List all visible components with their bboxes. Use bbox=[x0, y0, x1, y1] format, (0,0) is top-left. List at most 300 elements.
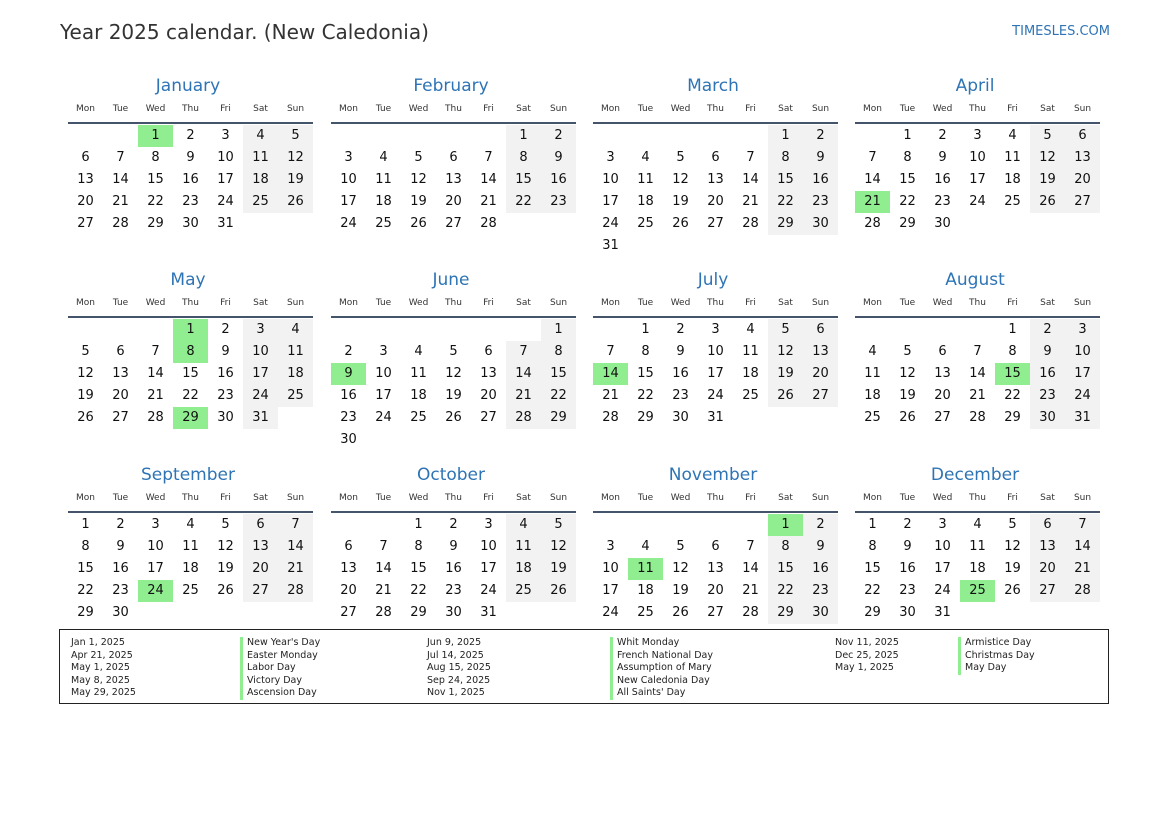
day-cell: 10 bbox=[375, 366, 392, 381]
holiday-day-cell: 14 bbox=[593, 363, 628, 385]
day-cell: 24 bbox=[707, 388, 724, 403]
empty-cell bbox=[506, 319, 541, 341]
weekday-label: Sat bbox=[253, 104, 268, 114]
weekday-header bbox=[68, 98, 313, 124]
holiday-date: May 1, 2025 bbox=[71, 662, 130, 674]
empty-cell bbox=[366, 514, 401, 536]
day-cell: 3 bbox=[379, 344, 388, 359]
weekday-label: Thu bbox=[445, 493, 462, 503]
empty-cell bbox=[541, 213, 576, 235]
holiday-day-cell: 25 bbox=[960, 580, 995, 602]
weekday-label: Sun bbox=[1073, 104, 1092, 114]
weekday-label: Wed bbox=[408, 493, 429, 503]
empty-cell bbox=[803, 235, 838, 257]
week-row bbox=[331, 558, 576, 580]
day-cell: 28 bbox=[602, 410, 619, 425]
day-cell: 18 bbox=[969, 561, 986, 576]
weekday-label: Fri bbox=[483, 298, 494, 308]
day-cell: 16 bbox=[803, 558, 838, 580]
day-cell: 12 bbox=[672, 172, 689, 187]
day-cell: 10 bbox=[340, 172, 357, 187]
day-cell: 25 bbox=[637, 216, 654, 231]
empty-cell bbox=[698, 235, 733, 257]
day-cell: 4 bbox=[379, 150, 388, 165]
day-cell: 18 bbox=[375, 194, 392, 209]
weekday-label: Mon bbox=[76, 104, 95, 114]
week-row bbox=[68, 407, 313, 429]
holiday-date: Nov 11, 2025 bbox=[835, 637, 899, 648]
day-cell: 8 bbox=[768, 536, 803, 558]
day-cell: 30 bbox=[182, 216, 199, 231]
day-cell: 27 bbox=[1030, 580, 1065, 602]
weekday-label: Wed bbox=[932, 298, 953, 308]
week-row bbox=[331, 602, 576, 624]
weekday-label: Sun bbox=[1073, 493, 1092, 503]
weekday-label: Fri bbox=[1007, 104, 1018, 114]
weekday-label: Tue bbox=[112, 298, 129, 308]
empty-cell bbox=[628, 235, 663, 257]
day-cell: 18 bbox=[637, 194, 654, 209]
day-cell: 14 bbox=[864, 172, 881, 187]
day-cell: 4 bbox=[186, 517, 195, 532]
day-cell: 21 bbox=[278, 558, 313, 580]
day-cell: 16 bbox=[899, 561, 916, 576]
day-cell: 25 bbox=[243, 191, 278, 213]
weekday-label: Sat bbox=[516, 298, 531, 308]
holiday-date: Jun 9, 2025 bbox=[427, 637, 482, 648]
day-cell: 8 bbox=[151, 150, 160, 165]
weekday-label: Sat bbox=[253, 493, 268, 503]
day-cell: 29 bbox=[147, 216, 164, 231]
day-cell: 22 bbox=[864, 583, 881, 598]
day-cell: 29 bbox=[77, 605, 94, 620]
day-cell: 3 bbox=[151, 517, 160, 532]
day-cell: 27 bbox=[803, 385, 838, 407]
day-cell: 24 bbox=[602, 605, 619, 620]
day-cell: 6 bbox=[81, 150, 90, 165]
week-row bbox=[68, 147, 313, 169]
day-cell: 5 bbox=[449, 344, 458, 359]
day-cell: 28 bbox=[375, 605, 392, 620]
empty-cell bbox=[890, 319, 925, 341]
week-row bbox=[855, 363, 1100, 385]
month-december bbox=[855, 463, 1100, 624]
week-row bbox=[68, 169, 313, 191]
weekday-header bbox=[855, 487, 1100, 513]
day-cell: 17 bbox=[969, 172, 986, 187]
day-cell: 13 bbox=[243, 536, 278, 558]
day-cell: 10 bbox=[969, 150, 986, 165]
day-cell: 1 bbox=[506, 125, 541, 147]
day-cell: 5 bbox=[768, 319, 803, 341]
day-cell: 28 bbox=[742, 605, 759, 620]
holiday-name: Christmas Day bbox=[958, 650, 1035, 663]
week-row bbox=[855, 536, 1100, 558]
day-cell: 12 bbox=[541, 536, 576, 558]
month-title: February bbox=[413, 76, 489, 96]
week-row bbox=[855, 514, 1100, 536]
weekday-label: Tue bbox=[899, 298, 916, 308]
day-cell: 23 bbox=[217, 388, 234, 403]
weekday-label: Mon bbox=[601, 493, 620, 503]
weekday-label: Sat bbox=[1040, 298, 1055, 308]
empty-cell bbox=[506, 429, 541, 451]
day-cell: 23 bbox=[340, 410, 357, 425]
weekday-label: Tue bbox=[637, 104, 654, 114]
day-cell: 10 bbox=[602, 561, 619, 576]
empty-cell bbox=[401, 125, 436, 147]
weekday-label: Sun bbox=[549, 493, 568, 503]
weekday-header bbox=[855, 98, 1100, 124]
day-cell: 13 bbox=[480, 366, 497, 381]
day-cell: 20 bbox=[480, 388, 497, 403]
week-row bbox=[593, 385, 838, 407]
empty-cell bbox=[331, 319, 366, 341]
empty-cell bbox=[733, 514, 768, 536]
empty-cell bbox=[960, 213, 995, 235]
day-cell: 23 bbox=[934, 194, 951, 209]
holiday-date: May 29, 2025 bbox=[71, 687, 136, 699]
weekday-label: Mon bbox=[601, 298, 620, 308]
day-cell: 31 bbox=[217, 216, 234, 231]
day-cell: 5 bbox=[278, 125, 313, 147]
day-cell: 20 bbox=[934, 388, 951, 403]
empty-cell bbox=[138, 319, 173, 341]
day-cell: 19 bbox=[672, 583, 689, 598]
day-cell: 26 bbox=[672, 605, 689, 620]
day-cell: 15 bbox=[864, 561, 881, 576]
day-cell: 2 bbox=[221, 322, 230, 337]
weekday-label: Fri bbox=[220, 493, 231, 503]
day-cell: 3 bbox=[221, 128, 230, 143]
day-cell: 9 bbox=[1030, 341, 1065, 363]
day-cell: 30 bbox=[934, 216, 951, 231]
weekday-label: Tue bbox=[899, 493, 916, 503]
day-cell: 11 bbox=[506, 536, 541, 558]
day-cell: 1 bbox=[903, 128, 912, 143]
empty-cell bbox=[925, 319, 960, 341]
day-cell: 27 bbox=[445, 216, 462, 231]
day-cell: 17 bbox=[602, 583, 619, 598]
holiday-day-cell: 15 bbox=[995, 363, 1030, 385]
day-cell: 9 bbox=[803, 536, 838, 558]
week-row bbox=[855, 169, 1100, 191]
weekday-label: Sun bbox=[286, 493, 305, 503]
weekday-label: Sat bbox=[1040, 493, 1055, 503]
month-title: March bbox=[687, 76, 739, 96]
day-cell: 15 bbox=[637, 366, 654, 381]
day-cell: 14 bbox=[742, 172, 759, 187]
day-cell: 26 bbox=[1030, 191, 1065, 213]
week-row bbox=[855, 191, 1100, 213]
day-cell: 15 bbox=[410, 561, 427, 576]
day-cell: 27 bbox=[243, 580, 278, 602]
empty-cell bbox=[593, 319, 628, 341]
day-cell: 14 bbox=[969, 366, 986, 381]
day-cell: 20 bbox=[445, 194, 462, 209]
day-cell: 27 bbox=[934, 410, 951, 425]
day-cell: 4 bbox=[506, 514, 541, 536]
day-cell: 27 bbox=[707, 605, 724, 620]
day-cell: 30 bbox=[112, 605, 129, 620]
empty-cell bbox=[628, 125, 663, 147]
day-cell: 27 bbox=[480, 410, 497, 425]
day-cell: 30 bbox=[672, 410, 689, 425]
holiday-name: New Caledonia Day bbox=[610, 675, 713, 688]
day-cell: 15 bbox=[541, 363, 576, 385]
day-cell: 25 bbox=[864, 410, 881, 425]
empty-cell bbox=[243, 602, 278, 624]
day-cell: 29 bbox=[410, 605, 427, 620]
week-row bbox=[331, 385, 576, 407]
day-cell: 5 bbox=[541, 514, 576, 536]
weekday-label: Thu bbox=[182, 298, 199, 308]
day-cell: 7 bbox=[1065, 514, 1100, 536]
day-cell: 2 bbox=[344, 344, 353, 359]
weekday-label: Wed bbox=[145, 104, 166, 114]
holiday-day-cell: 1 bbox=[138, 125, 173, 147]
day-cell: 24 bbox=[969, 194, 986, 209]
month-october bbox=[331, 463, 576, 624]
holiday-day-cell: 24 bbox=[138, 580, 173, 602]
day-cell: 16 bbox=[182, 172, 199, 187]
holiday-name: Victory Day bbox=[240, 675, 320, 688]
day-cell: 28 bbox=[278, 580, 313, 602]
day-cell: 22 bbox=[506, 191, 541, 213]
day-cell: 21 bbox=[112, 194, 129, 209]
day-cell: 14 bbox=[278, 536, 313, 558]
day-cell: 31 bbox=[243, 407, 278, 429]
week-row bbox=[593, 363, 838, 385]
weekday-label: Sat bbox=[1040, 104, 1055, 114]
day-cell: 28 bbox=[147, 410, 164, 425]
weekday-header bbox=[68, 292, 313, 318]
empty-cell bbox=[471, 125, 506, 147]
day-cell: 4 bbox=[641, 539, 650, 554]
weekday-label: Sat bbox=[778, 298, 793, 308]
week-row bbox=[855, 319, 1100, 341]
day-cell: 29 bbox=[1004, 410, 1021, 425]
week-row bbox=[855, 580, 1100, 602]
week-row bbox=[331, 147, 576, 169]
day-cell: 26 bbox=[541, 580, 576, 602]
holiday-name: Whit Monday bbox=[610, 637, 713, 650]
week-row bbox=[331, 407, 576, 429]
day-cell: 9 bbox=[541, 147, 576, 169]
holiday-date: May 1, 2025 bbox=[835, 662, 894, 674]
day-cell: 31 bbox=[480, 605, 497, 620]
empty-cell bbox=[278, 407, 313, 429]
empty-cell bbox=[68, 125, 103, 147]
day-cell: 18 bbox=[637, 583, 654, 598]
day-cell: 15 bbox=[768, 169, 803, 191]
weekday-header bbox=[68, 487, 313, 513]
holiday-day-cell: 21 bbox=[855, 191, 890, 213]
day-cell: 24 bbox=[602, 216, 619, 231]
weekday-label: Tue bbox=[375, 298, 392, 308]
day-cell: 13 bbox=[1065, 147, 1100, 169]
day-cell: 9 bbox=[186, 150, 195, 165]
empty-cell bbox=[541, 602, 576, 624]
weekday-label: Mon bbox=[76, 298, 95, 308]
day-cell: 9 bbox=[116, 539, 125, 554]
day-cell: 2 bbox=[541, 125, 576, 147]
day-cell: 7 bbox=[746, 150, 755, 165]
day-cell: 17 bbox=[602, 194, 619, 209]
day-cell: 26 bbox=[672, 216, 689, 231]
weekday-header bbox=[593, 98, 838, 124]
day-cell: 29 bbox=[541, 407, 576, 429]
day-cell: 24 bbox=[340, 216, 357, 231]
day-cell: 16 bbox=[672, 366, 689, 381]
day-cell: 3 bbox=[938, 517, 947, 532]
day-cell: 19 bbox=[1004, 561, 1021, 576]
month-april bbox=[855, 74, 1100, 235]
day-cell: 8 bbox=[1008, 344, 1017, 359]
weekday-label: Sat bbox=[516, 104, 531, 114]
empty-cell bbox=[506, 213, 541, 235]
empty-cell bbox=[1065, 602, 1100, 624]
day-cell: 6 bbox=[484, 344, 493, 359]
day-cell: 16 bbox=[445, 561, 462, 576]
week-row bbox=[593, 514, 838, 536]
holiday-day-cell: 9 bbox=[331, 363, 366, 385]
day-cell: 2 bbox=[903, 517, 912, 532]
empty-cell bbox=[401, 429, 436, 451]
empty-cell bbox=[68, 319, 103, 341]
weekday-header bbox=[331, 487, 576, 513]
week-row bbox=[331, 169, 576, 191]
weekday-header bbox=[331, 292, 576, 318]
day-cell: 11 bbox=[243, 147, 278, 169]
weekday-label: Mon bbox=[863, 104, 882, 114]
day-cell: 19 bbox=[445, 388, 462, 403]
day-cell: 2 bbox=[938, 128, 947, 143]
month-title: May bbox=[170, 270, 206, 290]
empty-cell bbox=[278, 213, 313, 235]
day-cell: 7 bbox=[484, 150, 493, 165]
day-cell: 7 bbox=[973, 344, 982, 359]
week-row bbox=[331, 429, 576, 451]
day-cell: 29 bbox=[899, 216, 916, 231]
weekday-label: Wed bbox=[932, 104, 953, 114]
empty-cell bbox=[663, 125, 698, 147]
day-cell: 16 bbox=[541, 169, 576, 191]
day-cell: 9 bbox=[903, 539, 912, 554]
day-cell: 31 bbox=[934, 605, 951, 620]
empty-cell bbox=[366, 319, 401, 341]
day-cell: 24 bbox=[217, 194, 234, 209]
day-cell: 29 bbox=[864, 605, 881, 620]
day-cell: 3 bbox=[606, 539, 615, 554]
holiday-name: All Saints' Day bbox=[610, 687, 713, 700]
day-cell: 28 bbox=[506, 407, 541, 429]
weekday-label: Thu bbox=[969, 298, 986, 308]
empty-cell bbox=[593, 125, 628, 147]
weekday-label: Fri bbox=[483, 493, 494, 503]
empty-cell bbox=[1065, 213, 1100, 235]
empty-cell bbox=[733, 407, 768, 429]
weekday-label: Sun bbox=[811, 493, 830, 503]
day-cell: 29 bbox=[768, 602, 803, 624]
day-cell: 4 bbox=[641, 150, 650, 165]
week-row bbox=[855, 147, 1100, 169]
empty-cell bbox=[331, 514, 366, 536]
day-cell: 24 bbox=[934, 583, 951, 598]
day-cell: 19 bbox=[672, 194, 689, 209]
day-cell: 24 bbox=[1065, 385, 1100, 407]
empty-cell bbox=[436, 319, 471, 341]
day-cell: 10 bbox=[243, 341, 278, 363]
day-cell: 20 bbox=[1030, 558, 1065, 580]
day-cell: 17 bbox=[217, 172, 234, 187]
day-cell: 1 bbox=[868, 517, 877, 532]
weekday-label: Thu bbox=[445, 104, 462, 114]
weekday-label: Mon bbox=[601, 104, 620, 114]
day-cell: 23 bbox=[672, 388, 689, 403]
day-cell: 5 bbox=[81, 344, 90, 359]
day-cell: 26 bbox=[1004, 583, 1021, 598]
month-title: July bbox=[697, 270, 729, 290]
week-row bbox=[593, 558, 838, 580]
holiday-date: Jan 1, 2025 bbox=[71, 637, 125, 648]
day-cell: 19 bbox=[278, 169, 313, 191]
empty-cell bbox=[208, 602, 243, 624]
day-cell: 8 bbox=[868, 539, 877, 554]
day-cell: 17 bbox=[340, 194, 357, 209]
holiday-dates-column-3 bbox=[835, 637, 899, 675]
weekday-label: Mon bbox=[863, 493, 882, 503]
month-march bbox=[593, 74, 838, 257]
day-cell: 17 bbox=[1065, 363, 1100, 385]
site-link[interactable]: TIMESLES.COM bbox=[1012, 24, 1110, 39]
day-cell: 5 bbox=[676, 150, 685, 165]
day-cell: 6 bbox=[243, 514, 278, 536]
weekday-label: Thu bbox=[707, 493, 724, 503]
holiday-date: Aug 15, 2025 bbox=[427, 662, 491, 674]
weekday-label: Sun bbox=[286, 104, 305, 114]
day-cell: 23 bbox=[803, 191, 838, 213]
empty-cell bbox=[768, 235, 803, 257]
day-cell: 1 bbox=[768, 125, 803, 147]
empty-cell bbox=[401, 319, 436, 341]
day-cell: 22 bbox=[1004, 388, 1021, 403]
empty-cell bbox=[768, 407, 803, 429]
day-cell: 4 bbox=[414, 344, 423, 359]
week-row bbox=[331, 363, 576, 385]
month-title: September bbox=[141, 465, 235, 485]
day-cell: 22 bbox=[637, 388, 654, 403]
day-cell: 28 bbox=[480, 216, 497, 231]
day-cell: 16 bbox=[340, 388, 357, 403]
day-cell: 21 bbox=[742, 583, 759, 598]
week-row bbox=[331, 319, 576, 341]
day-cell: 21 bbox=[1065, 558, 1100, 580]
day-cell: 21 bbox=[506, 385, 541, 407]
day-cell: 17 bbox=[375, 388, 392, 403]
day-cell: 29 bbox=[637, 410, 654, 425]
day-cell: 9 bbox=[803, 147, 838, 169]
day-cell: 19 bbox=[899, 388, 916, 403]
week-row bbox=[68, 536, 313, 558]
day-cell: 26 bbox=[410, 216, 427, 231]
day-cell: 30 bbox=[803, 602, 838, 624]
holiday-name: Assumption of Mary bbox=[610, 662, 713, 675]
day-cell: 9 bbox=[676, 344, 685, 359]
week-row bbox=[855, 213, 1100, 235]
day-cell: 11 bbox=[410, 366, 427, 381]
day-cell: 8 bbox=[414, 539, 423, 554]
